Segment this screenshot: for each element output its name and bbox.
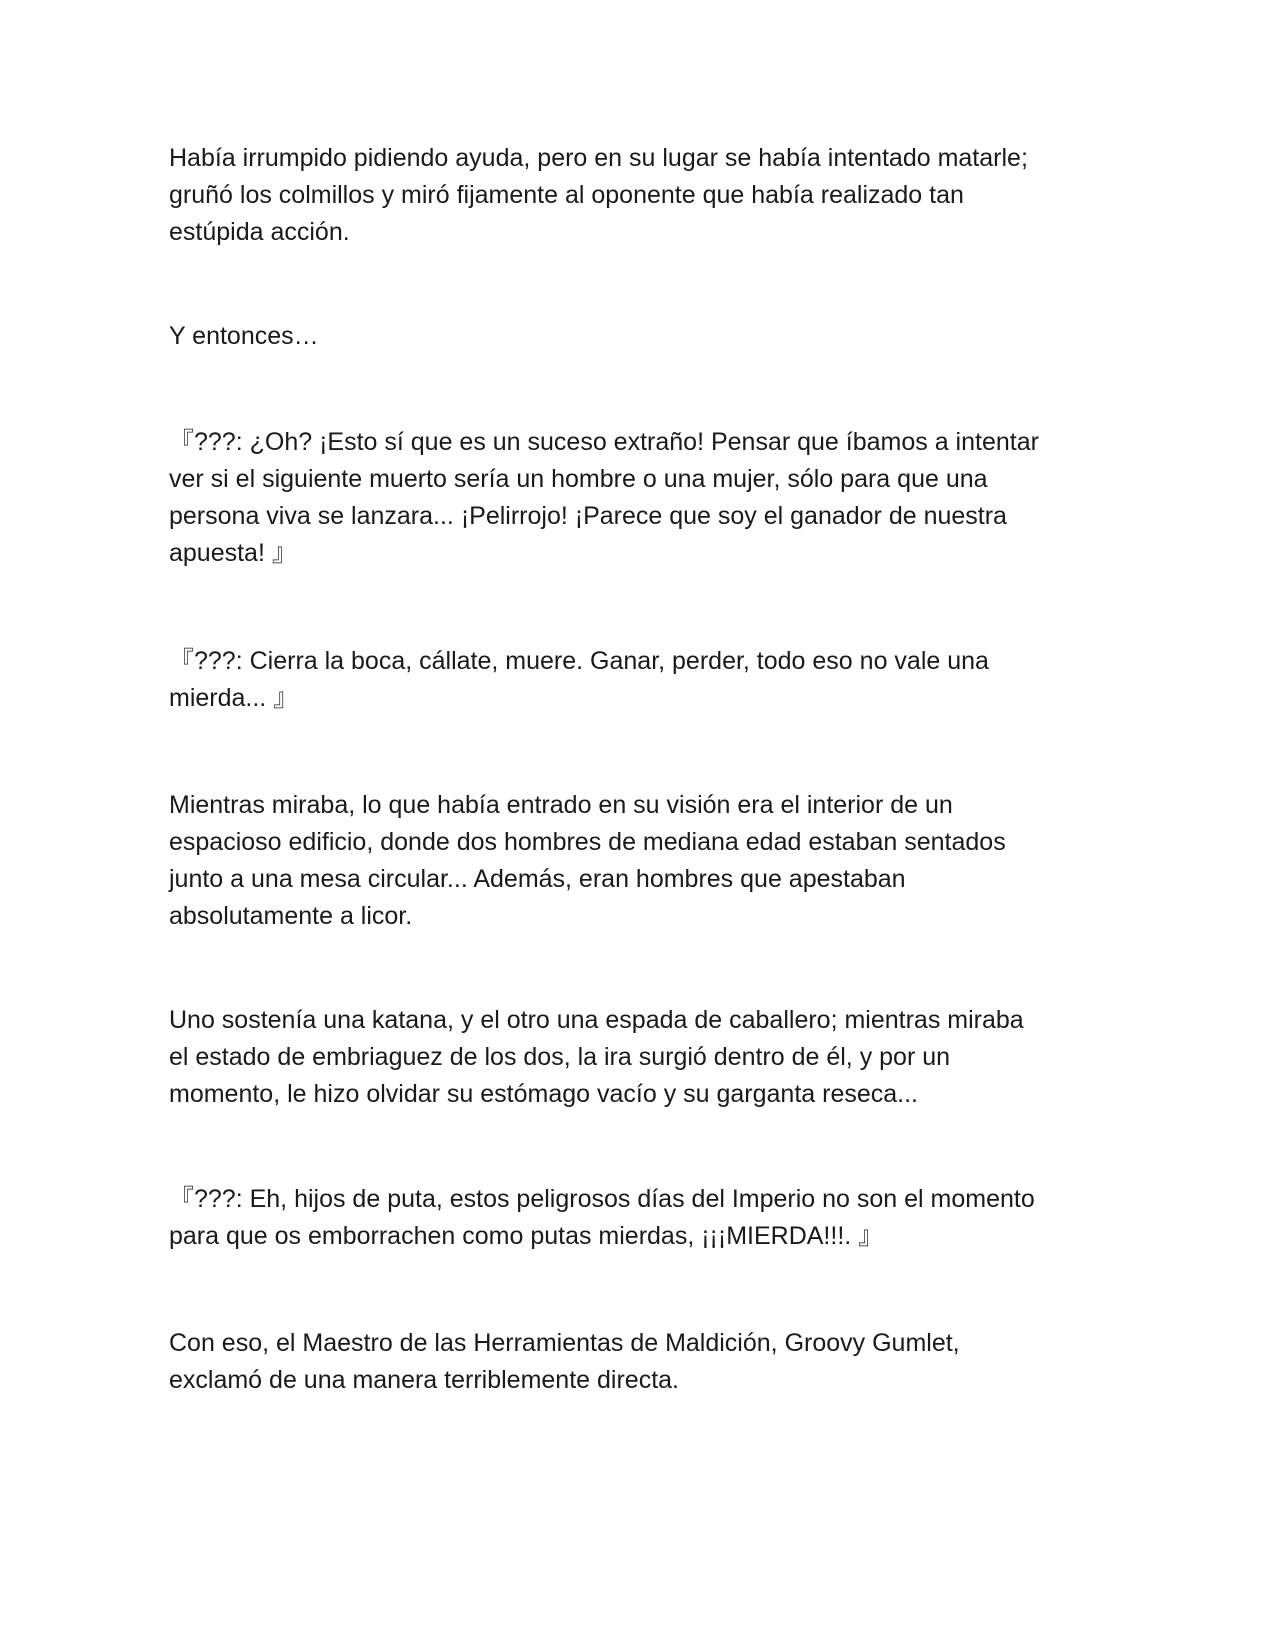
text-line: 『???: Cierra la boca, cállate, muere. Ganar, perder, todo eso no vale una: [169, 647, 989, 675]
text-line: gruñó los colmillos y miró fijamente al oponente que había realizado tan: [169, 181, 964, 209]
text-line: apuesta! 』: [169, 539, 297, 567]
dialogue-paragraph: [169, 1181, 1079, 1255]
paragraph: [169, 140, 1079, 251]
text-line: exclamó de una manera terriblemente directa.: [169, 1366, 679, 1394]
dialogue-paragraph: [169, 643, 1079, 717]
paragraph: [169, 787, 1079, 935]
text-line: Uno sostenía una katana, y el otro una espada de caballero; mientras miraba: [169, 1006, 1024, 1034]
paragraph: [169, 318, 1079, 355]
text-line: ver si el siguiente muerto sería un hombre o una mujer, sólo para que una: [169, 465, 988, 493]
text-line: para que os emborrachen como putas mierdas, ¡¡¡MIERDA!!!. 』: [169, 1222, 884, 1250]
text-line: mierda... 』: [169, 684, 299, 712]
text-line: el estado de embriaguez de los dos, la ira surgió dentro de él, y por un: [169, 1043, 951, 1071]
text-line: Mientras miraba, lo que había entrado en su visión era el interior de un: [169, 791, 953, 819]
text-line: 『???: ¿Oh? ¡Esto sí que es un suceso extraño! Pensar que íbamos a intentar: [169, 428, 1039, 456]
text-line: estúpida acción.: [169, 218, 350, 246]
text-line: espacioso edificio, donde dos hombres de mediana edad estaban sentados: [169, 828, 1006, 856]
text-line: Había irrumpido pidiendo ayuda, pero en su lugar se había intentado matarle;: [169, 144, 1028, 172]
text-line: 『???: Eh, hijos de puta, estos peligrosos días del Imperio no son el momento: [169, 1185, 1035, 1213]
dialogue-paragraph: [169, 424, 1079, 572]
text-line: Con eso, el Maestro de las Herramientas de Maldición, Groovy Gumlet,: [169, 1329, 960, 1357]
text-line: persona viva se lanzara... ¡Pelirrojo! ¡Parece que soy el ganador de nuestra: [169, 502, 1007, 530]
text-line: absolutamente a licor.: [169, 902, 413, 930]
paragraph: [169, 1325, 1079, 1399]
text-line: momento, le hizo olvidar su estómago vacío y su garganta reseca...: [169, 1080, 918, 1108]
text-line: Y entonces…: [169, 322, 319, 350]
paragraph: [169, 1002, 1079, 1113]
text-line: junto a una mesa circular... Además, eran hombres que apestaban: [169, 865, 906, 893]
